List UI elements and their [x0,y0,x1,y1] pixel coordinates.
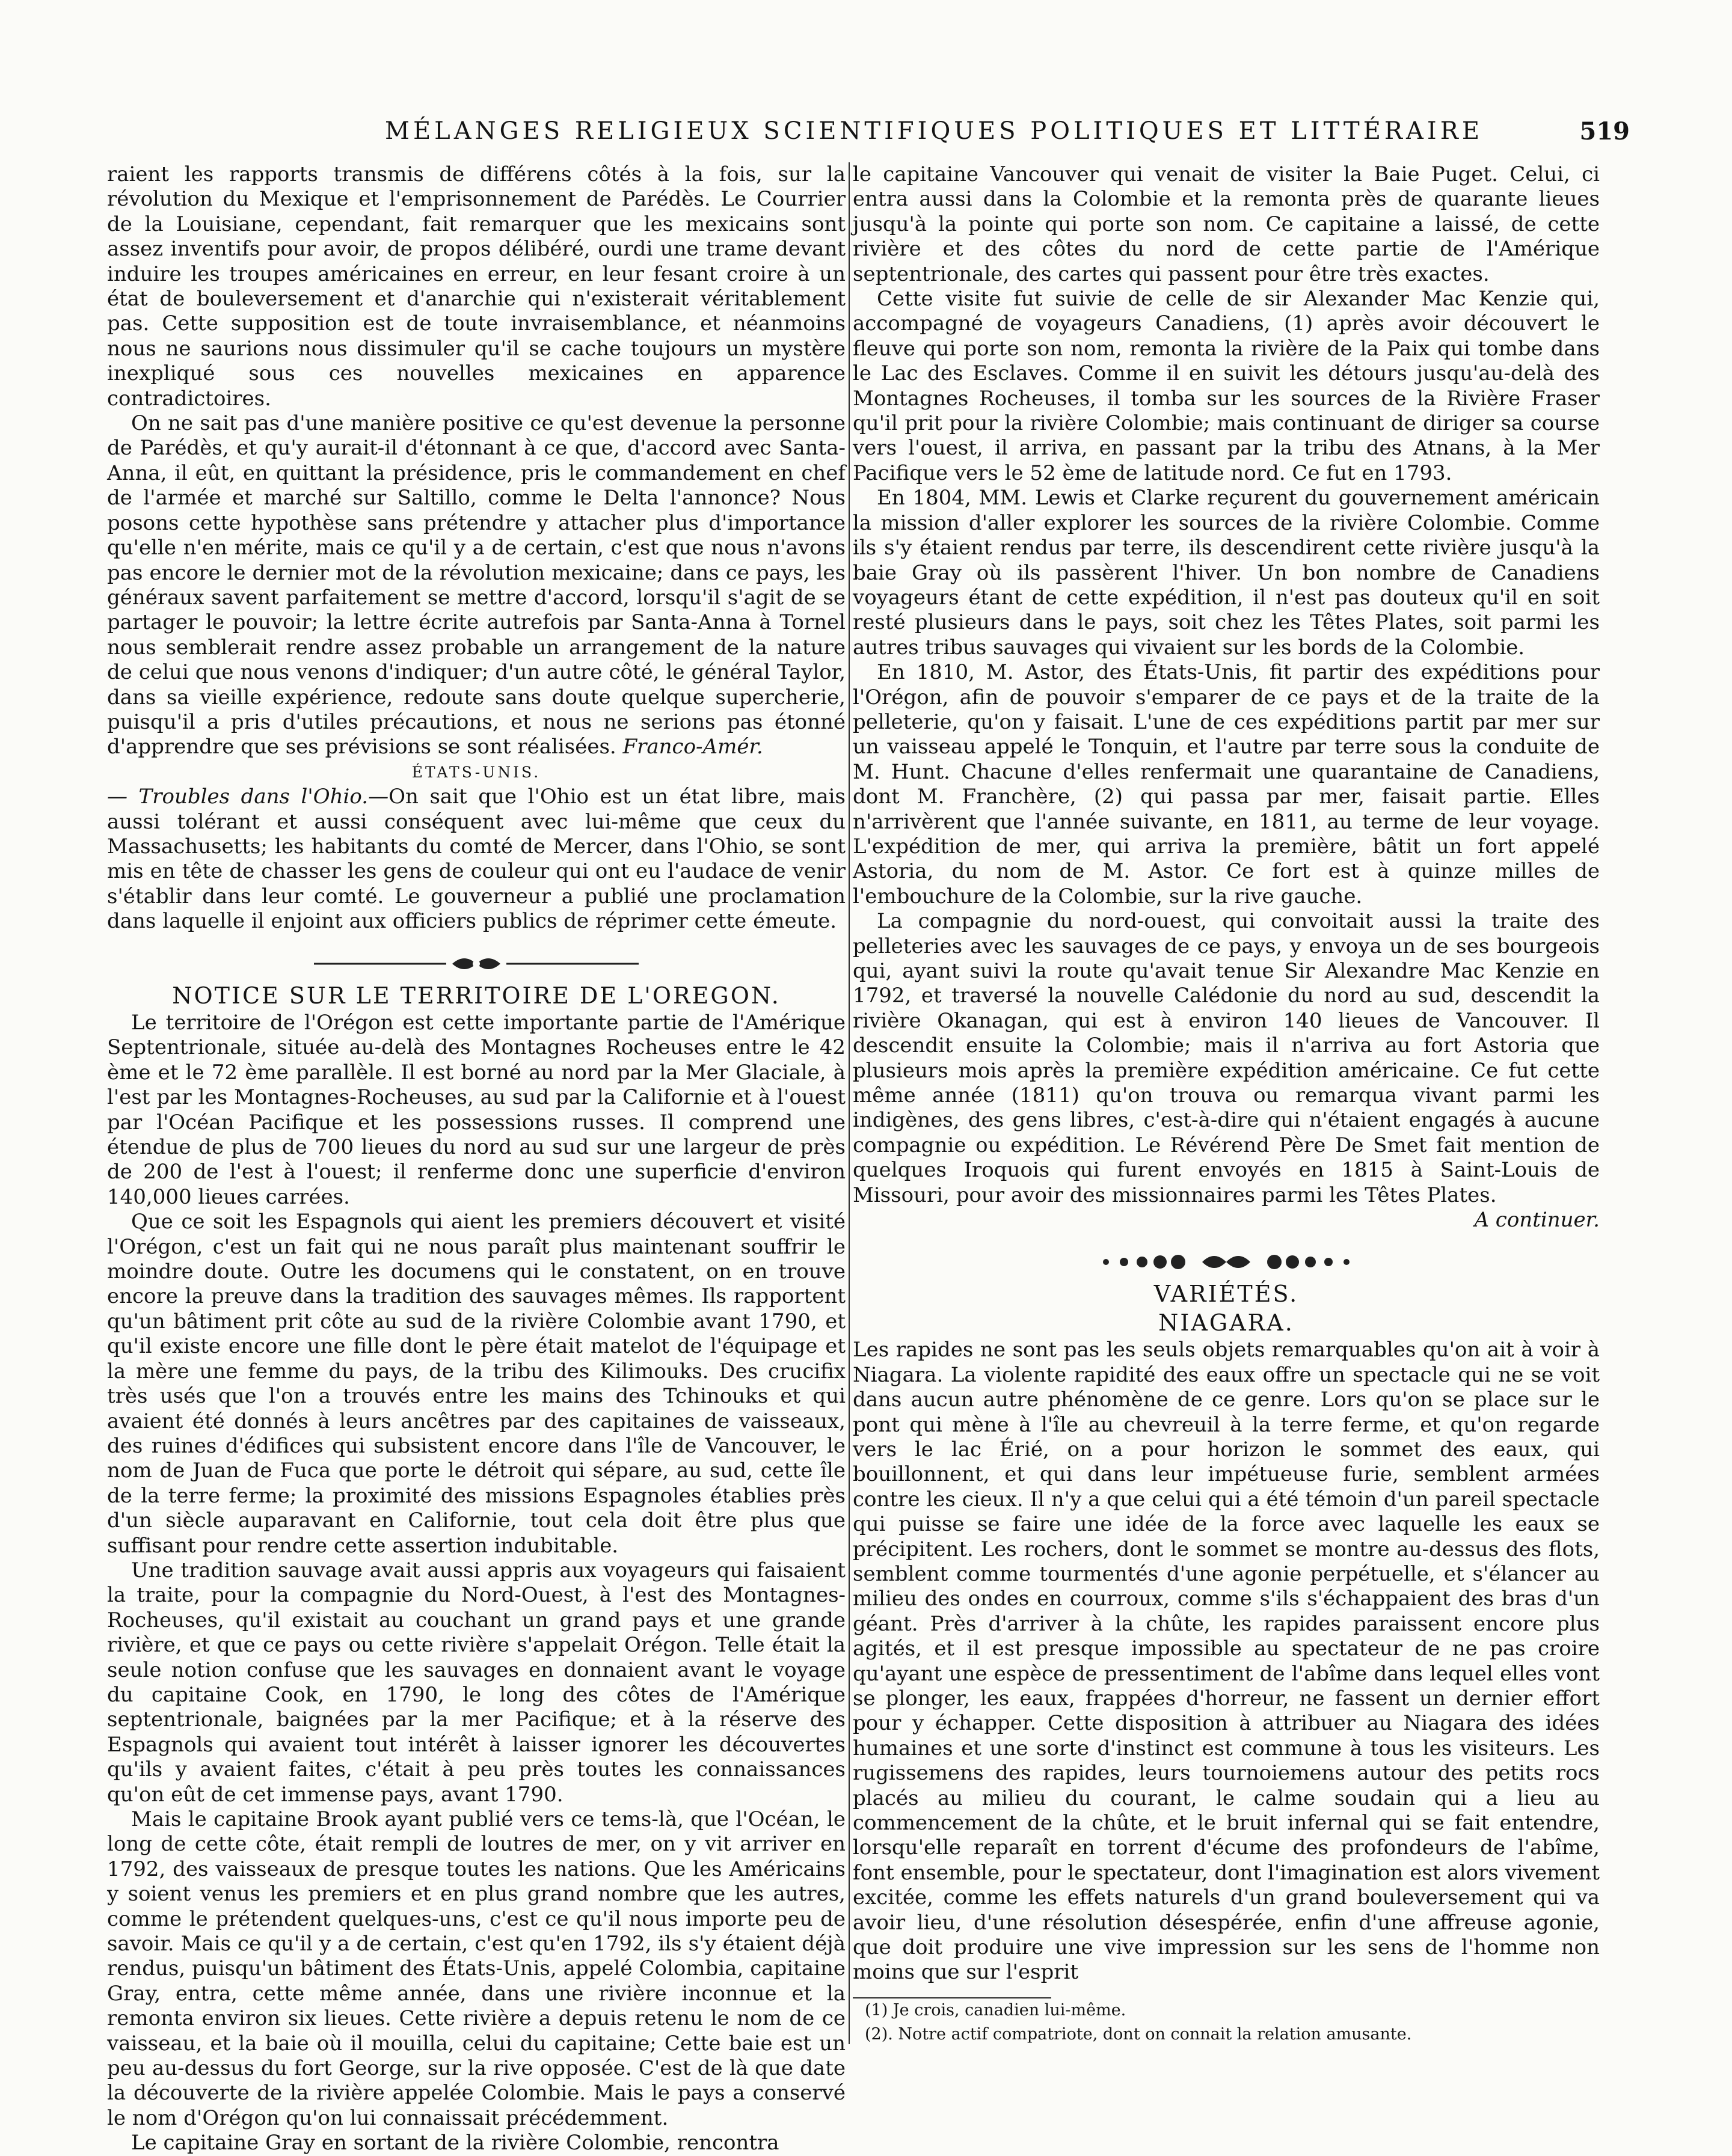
footnote: (1) Je crois, canadien lui-même. [865,2000,1126,2020]
paragraph: Que ce soit les Espagnols qui aient les premiers découvert et visité l'Orégon, c'est un fait qui ne nous paraît plus maintenant souffrir le moindre doute. Outre les documens qui le constatent, on en trouve encore la preuve dans la tradition des sauvages mêmes. Ils rapportent qu'un bâtiment prit côte au sud de la rivière Colombie avant 1790, et qu'il existe encore une fille dont le père était matelot de l'équipage et la mère une femme du pays, de la tribu des Kilimouks. Des crucifix très usés que l'on a trouvés entre les mains des Tchinouks et qui avaient été donnés à leurs ancêtres par des capitaines de vaisseaux, des ruines d'édifices qui subsistent encore dans l'île de Vancouver, le nom de Juan de Fuca que porte le détroit qui sépare, au sud, cette île de la terre ferme; la proximité des missions Espagnoles établies près d'un siècle auparavant en Californie, tout cela doit être plus que suffisant pour rendre cette assertion indubitable. [107,1210,846,1558]
source-signature: Franco-Amér. [622,735,763,759]
paragraph: Une tradition sauvage avait aussi appris aux voyageurs qui faisaient la traite, pour la compagnie du Nord-Ouest, à l'est des Montagnes-Rocheuses, qu'il existait au couchant un grand pays et une grande rivière, et que ce pays ou cette rivière s'appelait Orégon. Telle était la seule notion confuse que les sauvages en donnaient avant le voyage du capitaine Cook, en 1790, le long des côtes de l'Amérique septentrionale, baignées par la mer Pacifique; et à la réserve des Espagnols qui avaient tout intérêt à laisser ignorer les découvertes qu'ils y avaient faites, c'était à peu près toutes les connaissances qu'on eût de cet immense pays, avant 1790. [107,1558,846,1807]
section-heading: ÉTATS-UNIS. [411,763,541,781]
page-number: 519 [1579,117,1630,145]
column-divider [849,162,850,2044]
continuation-note: A continuer. [1474,1208,1600,1233]
right-column [853,162,1600,2047]
paragraph: Le territoire de l'Orégon est cette importante partie de l'Amérique Septentrionale, située au-delà des Montagnes Rocheuses entre le 42 ème et le 72 ème parallèle. Il est borné au nord par la Mer Glaciale, à l'est par les Montagnes-Rocheuses, au sud par la Californie et à l'ouest par l'Océan Pacifique et les possessions russes. Il comprend une étendue de plus de 700 lieues du nord au sud sur une largeur de près de 200 de l'est à l'ouest; il renferme donc une superficie d'environ 140,000 lieues carrées. [107,1011,846,1209]
paragraph [107,785,846,934]
paragraph: Cette visite fut suivie de celle de sir Alexander Mac Kenzie qui, accompagné de voyageurs Canadiens, (1) après avoir découvert le fleuve qui porte son nom, remonta la rivière de la Paix qui tombe dans le Lac des Esclaves. Comme il en suivit les détours jusqu'au-delà des Montagnes Rocheuses, il tomba sur les sources de la Rivière Fraser qu'il prit pour la rivière Colombie; mais continuant de diriger sa course vers l'ouest, il arriva, en passant par la tribu des Atnans, à la Mer Pacifique vers le 52 ème de latitude nord. Ce fut en 1793. [853,287,1600,485]
article-title: NOTICE SUR LE TERRITOIRE DE L'OREGON. [172,982,781,1009]
paragraph: En 1810, M. Astor, des États-Unis, fit partir des expéditions pour l'Orégon, afin de pouvoir s'emparer de ce pays et de la traite de la pelleterie, qu'on y faisait. L'une de ces expéditions partit par mer sur un vaisseau appelé le Tonquin, et l'autre par terre sous la conduite de M. Hunt. Chacune d'elles renfermait une quarantaine de Canadiens, dont M. Franchère, (2) qui passa par mer, faisait partie. Elles n'arrivèrent que l'année suivante, en 1811, au terme de leur voyage. L'expédition de mer, qui arriva la première, bâtit un fort appelé Astoria, du nom de M. Astor. Ce fort est à quinze milles de l'embouchure de la Colombie, sur la rive gauche. [853,660,1600,908]
paragraph-lead: — Troubles dans l'Ohio.— [107,785,389,809]
paragraph: Mais le capitaine Brook ayant publié vers ce tems-là, que l'Océan, le long de cette côte, était rempli de loutres de mer, on y vit arriver en 1792, des vaisseaux de presque toutes les nations. Que les Américains y soient venus les premiers et en plus grand nombre que les autres, comme le prétendent quelques-uns, c'est ce qu'il nous importe peu de savoir. Mais ce qu'il y a de certain, c'est qu'en 1792, ils s'y étaient déjà rendus, puisqu'un bâtiment des États-Unis, appelé Colombia, capitaine Gray, entra, cette même année, dans une rivière inconnue et la remonta environ six lieues. Cette rivière a depuis retenu le nom de ce vaisseau, et la baie où il mouilla, celui du capitaine; Cette baie est un peu au-dessus du fort George, sur la rive opposée. C'est de là que date la découverte de la rivière appelée Colombie. Mais le pays a conservé le nom d'Orégon qu'on lui connaissait précédemment. [107,1807,846,2130]
left-column [107,162,846,2156]
section-heading: VARIÉTÉS. [1153,1281,1299,1308]
paragraph: La compagnie du nord-ouest, qui convoitait aussi la traite des pelleteries avec les sauvages de ce pays, y envoya un de ses bourgeois qui, ayant suivi la route qu'avait tenue Sir Alexandre Mac Kenzie en 1792, et traversé la nouvelle Calédonie du nord au sud, descendit la rivière Okanagan, qui est à environ 140 lieues de Vancouver. Il descendit ensuite la Colombie; mais il n'arriva au fort Astoria que plusieurs mois après la première expédition américaine. Ce fut cette même année (1811) qu'on trouva ou remarqua vivant parmi les indigènes, des gens libres, c'est-à-dire qui n'étaient engagés à aucune compagnie ou expédition. Le Révérend Père De Smet fait mention de quelques Iroquois qui furent envoyés en 1815 à Saint-Louis de Missouri, pour avoir des missionnaires parmi les Têtes Plates. [853,909,1600,1207]
running-title: MÉLANGES RELIGIEUX SCIENTIFIQUES POLITIQUES ET LITTÉRAIRE [385,117,1484,145]
paragraph: En 1804, MM. Lewis et Clarke reçurent du gouvernement américain la mission d'aller explorer les sources de la rivière Colombie. Comme ils s'y étaient rendus par terre, ils descendirent cette rivière jusqu'à la baie Gray où ils passèrent l'hiver. Un bon nombre de Canadiens voyageurs étant de cette expédition, il n'est pas douteux qu'il en soit resté plusieurs dans le pays, soit chez les Têtes Plates, soit parmi les autres tribus sauvages qui vivaient sur les bords de la Colombie. [853,486,1600,660]
paragraph [107,411,846,760]
ornament-divider [308,950,645,978]
paragraph: Les rapides ne sont pas les seuls objets remarquables qu'on ait à voir à Niagara. La violente rapidité des eaux offre un spectacle qui ne se voit dans aucun autre phénomène de ce genre. Lors qu'on se place sur le pont qui mène à l'île au chevreuil à la terre ferme, et qu'on regarde vers le lac Érié, on a pour horizon le sommet des eaux, qui bouillonnent, et qui dans leur impétueuse furie, semblent armées contre les cieux. Il n'y a que celui qui a été témoin d'un pareil spectacle qui puisse se faire une idée de la force avec laquelle les eaux se précipitent. Les rochers, dont le sommet se montre au-dessus des flots, semblent comme tourmentés d'une agonie perpétuelle, et s'élancer au milieu des ondes en courroux, comme s'ils s'échappaient des bras d'un géant. Près d'arriver à la chûte, les rapides paraissent encore plus agités, et il est presque impossible au spectateur de ne pas croire qu'ayant une espèce de pressentiment de l'abîme dans lequel elles vont se plonger, les eaux, frappées d'horreur, ne fassent un dernier effort pour y échapper. Cette disposition à attribuer au Niagara des idées humaines et une sorte d'instinct est commune à tous les visiteurs. Les rugissemens des rapides, leurs tournoiemens autour des petits rocs placés au milieu du courant, le calme soudain qui a lieu au commencement de la chûte, et le bruit infernal qui se fait entendre, lorsqu'elle reparaît en torrent d'écume des profondeurs de l'abîme, font ensemble, pour le spectateur, dont l'imagination est alors vivement excitée, comme les effets naturels d'un grand bouleversement qui va avoir lieu, d'une résolution désespérée, enfin d'une affreuse agonie, que doit produire une vive impression sur les sens de l'homme non moins que sur l'esprit [853,1338,1600,1985]
paragraph: le capitaine Vancouver qui venait de visiter la Baie Puget. Celui, ci entra aussi dans la Colombie et la remonta près de quarante lieues jusqu'à la pointe qui porte son nom. Ce capitaine a laissé, de cette rivière et des côtes du nord de cette partie de l'Amérique septentrionale, des cartes qui passent pour être très exactes. [853,162,1600,286]
ornament-divider [1058,1248,1395,1276]
paragraph: Le capitaine Gray en sortant de la rivière Colombie, rencontra [131,2131,779,2155]
page-header [96,117,1630,153]
paragraph-text: On ne sait pas d'une manière positive ce qu'est devenue la personne de Parédès, et qu'y aurait-il d'étonnant à ce que, d'accord avec Santa-Anna, il eût, en quittant la présidence, pris le commandement en chef de l'armée et marché sur Saltillo, comme le Delta l'annonce? Nous posons cette hypothèse sans prétendre y attacher plus d'importance qu'elle n'en mérite, mais ce qu'il y a de certain, c'est que nous n'avons pas encore le dernier mot de la révolution mexicaine; dans ce pays, les généraux savent parfaitement se mettre d'accord, lorsqu'il s'agit de se partager le pouvoir; la lettre écrite autrefois par Santa-Anna à Tornel nous semblerait rendre assez probable un arrangement de la nature de celui que nous venons d'indiquer; d'un autre côté, le général Taylor, dans sa vieille expérience, redoute sans doute quelque supercherie, puisqu'il a pris d'utiles précautions, et nous ne serions pas étonné d'apprendre que ses prévisions se sont réalisées. [107,411,846,759]
article-title: NIAGARA. [1158,1309,1294,1336]
paragraph: raient les rapports transmis de différens côtés à la fois, sur la révolution du Mexique et l'emprisonnement de Parédès. Le Courrier de la Louisiane, cependant, fait remarquer que les mexicains sont assez inventifs pour avoir, de propos délibéré, ourdi une trame devant induire les troupes américaines en erreur, en leur fesant croire à un état de bouleversement et d'anarchie qui n'existerait véritablement pas. Cette supposition est de toute invraisemblance, et néanmoins nous ne saurions nous dissimuler qu'il se cache toujours un mystère inexpliqué sous ces nouvelles mexicaines en apparence contradictoires. [107,162,846,411]
paragraph-text: On sait que l'Ohio est un état libre, mais aussi tolérant et aussi conséquent avec lui-même que ceux du Massachusetts; les habitants du comté de Mercer, dans l'Ohio, se sont mis en tête de chasser les gens de couleur qui ont eu l'audace de venir s'établir dans leur comté. Le gouverneur a publié une proclamation dans laquelle il enjoint aux officiers publics de réprimer cette émeute. [107,785,846,934]
footnote: (2). Notre actif compatriote, dont on connait la relation amusante. [865,2024,1412,2044]
